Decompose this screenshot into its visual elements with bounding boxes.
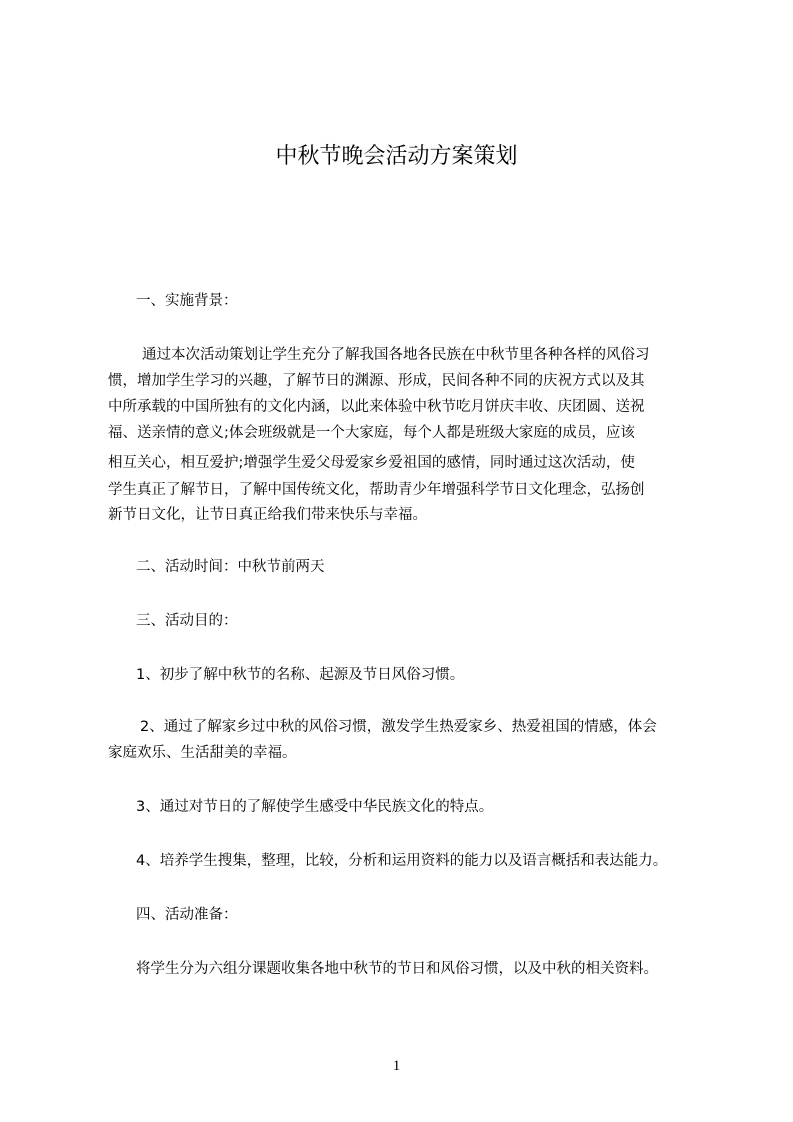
goal-item-2-line: 家庭欢乐、生活甜美的幸福。 xyxy=(108,745,297,761)
preparation-text: 将学生分为六组分课题收集各地中秋节的节日和风俗习惯，以及中秋的相关资料。 xyxy=(136,961,658,977)
goal-item-3: 3、通过对节日的了解使学生感受中华民族文化的特点。 xyxy=(136,799,494,815)
paragraph-line: 学生真正了解节日，了解中国传统文化，帮助青少年增强科学节日文化理念，弘扬创 xyxy=(108,482,645,498)
goal-item-2-line: 2、通过了解家乡过中秋的风俗习惯，激发学生热爱家乡、热爱祖国的情感，体会 xyxy=(140,719,657,735)
section-heading-preparation: 四、活动准备： xyxy=(136,907,238,923)
goal-item-4: 4、培养学生搜集，整理，比较，分析和运用资料的能力以及语言概括和表达能力。 xyxy=(136,853,668,869)
paragraph-line: 中所承载的中国所独有的文化内涵，以此来体验中秋节吃月饼庆丰收、庆团圆、送祝 xyxy=(108,399,645,415)
goal-item-1: 1、初步了解中秋节的名称、起源及节日风俗习惯。 xyxy=(136,667,465,683)
paragraph-line: 相互关心，相互爱护;增强学生爱父母爱家乡爱祖国的感情，同时通过这次活动，使 xyxy=(108,455,635,471)
paragraph-line: 惯，增加学生学习的兴趣，了解节日的渊源、形成，民间各种不同的庆祝方式以及其 xyxy=(108,373,645,389)
page-number: 1 xyxy=(392,1058,401,1074)
paragraph-line: 通过本次活动策划让学生充分了解我国各地各民族在中秋节里各种各样的风俗习 xyxy=(142,347,650,363)
section-heading-time: 二、活动时间：中秋节前两天 xyxy=(136,559,325,575)
paragraph-line: 福、送亲情的意义;体会班级就是一个大家庭，每个人都是班级大家庭的成员，应该 xyxy=(108,425,635,441)
document-title: 中秋节晚会活动方案策划 xyxy=(275,144,518,169)
section-heading-background: 一、实施背景： xyxy=(136,293,238,309)
paragraph-line: 新节日文化，让节日真正给我们带来快乐与幸福。 xyxy=(108,507,427,523)
section-heading-goals: 三、活动目的： xyxy=(136,613,238,629)
